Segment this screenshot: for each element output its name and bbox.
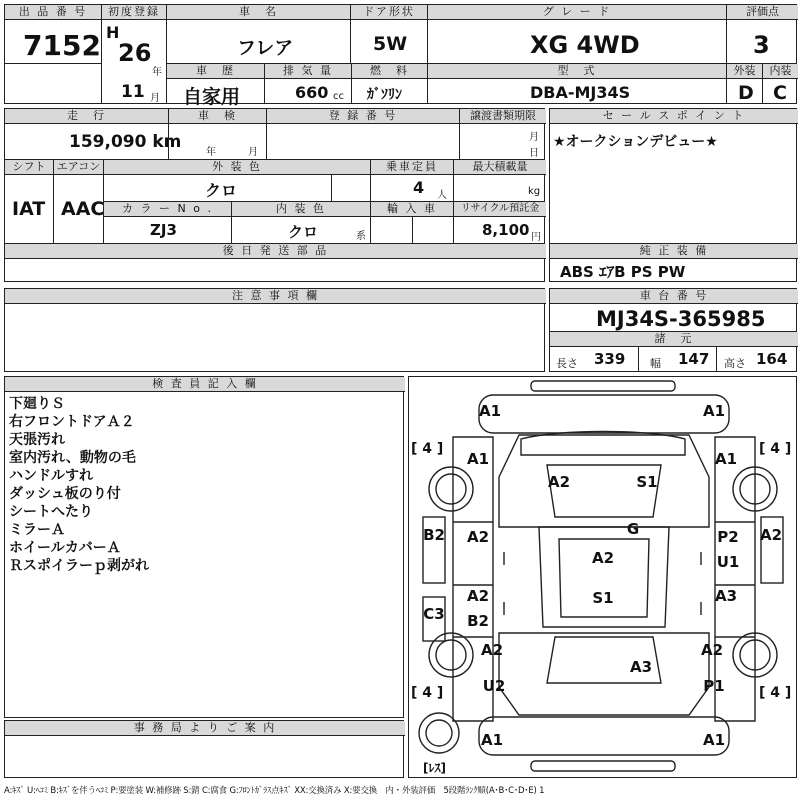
car-name: フレア	[237, 37, 294, 59]
lot-label: 出 品 番 号	[5, 5, 101, 20]
ext-color: クロ	[205, 181, 238, 200]
damage-diagram	[408, 376, 797, 778]
list-item: ホイールカバーＡ	[9, 540, 121, 556]
width: 147	[678, 350, 710, 368]
damage-mark: A1	[466, 450, 490, 468]
damage-mark: U1	[716, 553, 740, 571]
inspector-label: 検 査 員 記 入 欄	[5, 377, 405, 392]
damage-mark: B2	[423, 526, 445, 544]
later-parts-label: 後 日 発 送 部 品	[5, 244, 546, 259]
chassis-box	[549, 288, 797, 372]
shift-label: シフト	[5, 160, 53, 175]
ac: AAC	[61, 198, 105, 220]
recycle-label: リサイクル預託金	[454, 202, 546, 217]
first-reg-label: 初度登録	[102, 5, 166, 20]
tire-front-left: [ 4 ]	[411, 441, 444, 457]
int-color-label: 内 装 色	[232, 202, 370, 217]
header-table	[4, 4, 797, 108]
exterior-label: 外装	[727, 64, 762, 79]
list-item: 室内汚れ、動物の毛	[9, 450, 136, 466]
damage-mark: A2	[591, 549, 615, 567]
spec-label: 諸 元	[550, 332, 798, 347]
shift: IAT	[12, 198, 46, 220]
damage-mark: A3	[714, 587, 738, 605]
chassis-label: 車 台 番 号	[550, 289, 798, 304]
transfer-month-unit: 月	[529, 132, 539, 143]
width-label: 幅	[650, 357, 661, 370]
vehicle-detail-table	[4, 108, 545, 282]
model: DBA-MJ34S	[530, 83, 631, 102]
damage-mark: A1	[478, 402, 502, 420]
damage-mark: P1	[703, 677, 725, 695]
list-item: ハンドルすれ	[9, 468, 93, 484]
spare-tire: [ﾚｽ]	[423, 761, 446, 775]
notes-box	[4, 288, 545, 372]
damage-mark: S1	[636, 473, 658, 491]
int-color-unit: 系	[356, 231, 366, 242]
score: 3	[753, 31, 770, 59]
equipment-label: 純 正 装 備	[550, 244, 798, 259]
displacement-unit: cc	[333, 91, 344, 102]
legend: A:ｷｽﾞ U:ﾍｺﾐ B:ｷｽﾞを伴うﾍｺﾐ P:要塗装 W:補修跡 S:錆 C:腐食 G:ﾌﾛﾝﾄｶﾞﾗｽ点ｷｽﾞ XX:交換済み X:要交換 内・外装評価 5段階ﾗﾝｸ順(A･B･C･D･E) 1	[4, 786, 545, 796]
score-label: 評価点	[727, 5, 798, 20]
length: 339	[594, 350, 626, 368]
inspection-year-unit: 年	[206, 147, 216, 158]
damage-mark: A2	[547, 473, 571, 491]
history-label: 車 歴	[167, 64, 264, 79]
list-item: 下廻りＳ	[9, 396, 65, 412]
sales-point-box	[549, 108, 797, 282]
fuel: ｶﾞｿﾘﾝ	[367, 87, 402, 103]
capacity-unit: 人	[437, 190, 447, 201]
recycle-fee: 8,100	[482, 221, 530, 239]
damage-mark: P2	[717, 528, 739, 546]
model-label: 型 式	[428, 64, 726, 79]
damage-mark: A2	[466, 528, 490, 546]
height: 164	[756, 350, 788, 368]
list-item: Ｒスポイラーｐ剥がれ	[9, 558, 149, 574]
damage-mark: U2	[482, 677, 506, 695]
damage-mark: C3	[423, 605, 445, 623]
damage-mark: S1	[592, 589, 614, 607]
history: 自家用	[183, 86, 241, 108]
lot-number: 7152	[23, 29, 101, 62]
list-item: ダッシュ板のり付	[9, 486, 121, 502]
list-item: ミラーＡ	[9, 522, 65, 538]
color-no: ZJ3	[150, 221, 177, 239]
list-item: シートへたり	[9, 504, 93, 520]
damage-mark: A1	[714, 450, 738, 468]
ac-label: エアコン	[54, 160, 103, 175]
int-color: クロ	[288, 223, 319, 241]
interior-label: 内装	[763, 64, 798, 79]
office-label: 事 務 局 よ り ご 案 内	[5, 721, 405, 736]
tire-rear-left: [ 4 ]	[411, 685, 444, 701]
recycle-unit: 円	[531, 232, 541, 243]
reg-month-unit: 月	[150, 93, 160, 104]
damage-mark: A3	[629, 658, 653, 676]
damage-mark: A2	[700, 641, 724, 659]
sales-point-label: セ ー ル ス ポ イ ン ト	[550, 109, 798, 124]
reg-month: 11	[121, 82, 145, 102]
reg-year: 26	[118, 39, 152, 67]
inspection-label: 車 検	[169, 109, 266, 124]
reg-no-label: 登 録 番 号	[267, 109, 459, 124]
grade: XG 4WD	[530, 31, 640, 59]
grade-label: グ レ ー ド	[428, 5, 726, 20]
length-label: 長さ	[556, 357, 578, 370]
ext-color-label: 外 装 色	[104, 160, 370, 175]
list-item: 天張汚れ	[9, 432, 65, 448]
transfer-day-unit: 日	[529, 148, 539, 159]
damage-mark: A2	[480, 641, 504, 659]
displacement-label: 排 気 量	[265, 64, 351, 79]
displacement: 660	[295, 83, 329, 102]
damage-mark: A2	[466, 587, 490, 605]
damage-mark: A2	[759, 526, 783, 544]
max-load-label: 最大積載量	[454, 160, 546, 175]
office-box	[4, 720, 404, 778]
fuel-label: 燃 料	[352, 64, 427, 79]
mileage: 159,090 km	[69, 132, 182, 152]
equipment: ABS ｴｱB PS PW	[560, 263, 686, 281]
exterior-grade: D	[738, 82, 754, 104]
capacity-label: 乗車定員	[371, 160, 453, 175]
chassis-number: MJ34S-365985	[596, 307, 766, 331]
sales-point-text: ★オークションデビュー★	[553, 134, 718, 150]
inspection-month-unit: 月	[248, 147, 258, 158]
damage-mark: B2	[467, 612, 489, 630]
max-load-unit: kg	[528, 186, 541, 197]
era: H	[106, 23, 120, 42]
damage-mark: A1	[702, 402, 726, 420]
damage-mark: A1	[480, 731, 504, 749]
damage-mark: G	[626, 520, 640, 538]
tire-front-right: [ 4 ]	[759, 441, 792, 457]
list-item: 右フロントドアＡ２	[9, 414, 135, 430]
tire-rear-right: [ 4 ]	[759, 685, 792, 701]
transfer-label: 譲渡書類期限	[460, 109, 546, 124]
interior-grade: C	[773, 82, 787, 104]
reg-year-unit: 年	[152, 67, 162, 78]
inspector-box	[4, 376, 404, 718]
damage-mark: A1	[702, 731, 726, 749]
door-type: 5W	[373, 33, 408, 55]
inspector-list	[9, 395, 149, 575]
height-label: 高さ	[724, 357, 746, 370]
car-outline	[409, 377, 798, 779]
door-label: ドア形状	[351, 5, 427, 20]
capacity: 4	[413, 178, 425, 197]
mileage-label: 走 行	[5, 109, 168, 124]
car-name-label: 車 名	[167, 5, 350, 20]
color-no-label: カ ラ ー N o .	[104, 202, 231, 217]
import-label: 輸 入 車	[371, 202, 453, 217]
notes-label: 注 意 事 項 欄	[5, 289, 546, 304]
